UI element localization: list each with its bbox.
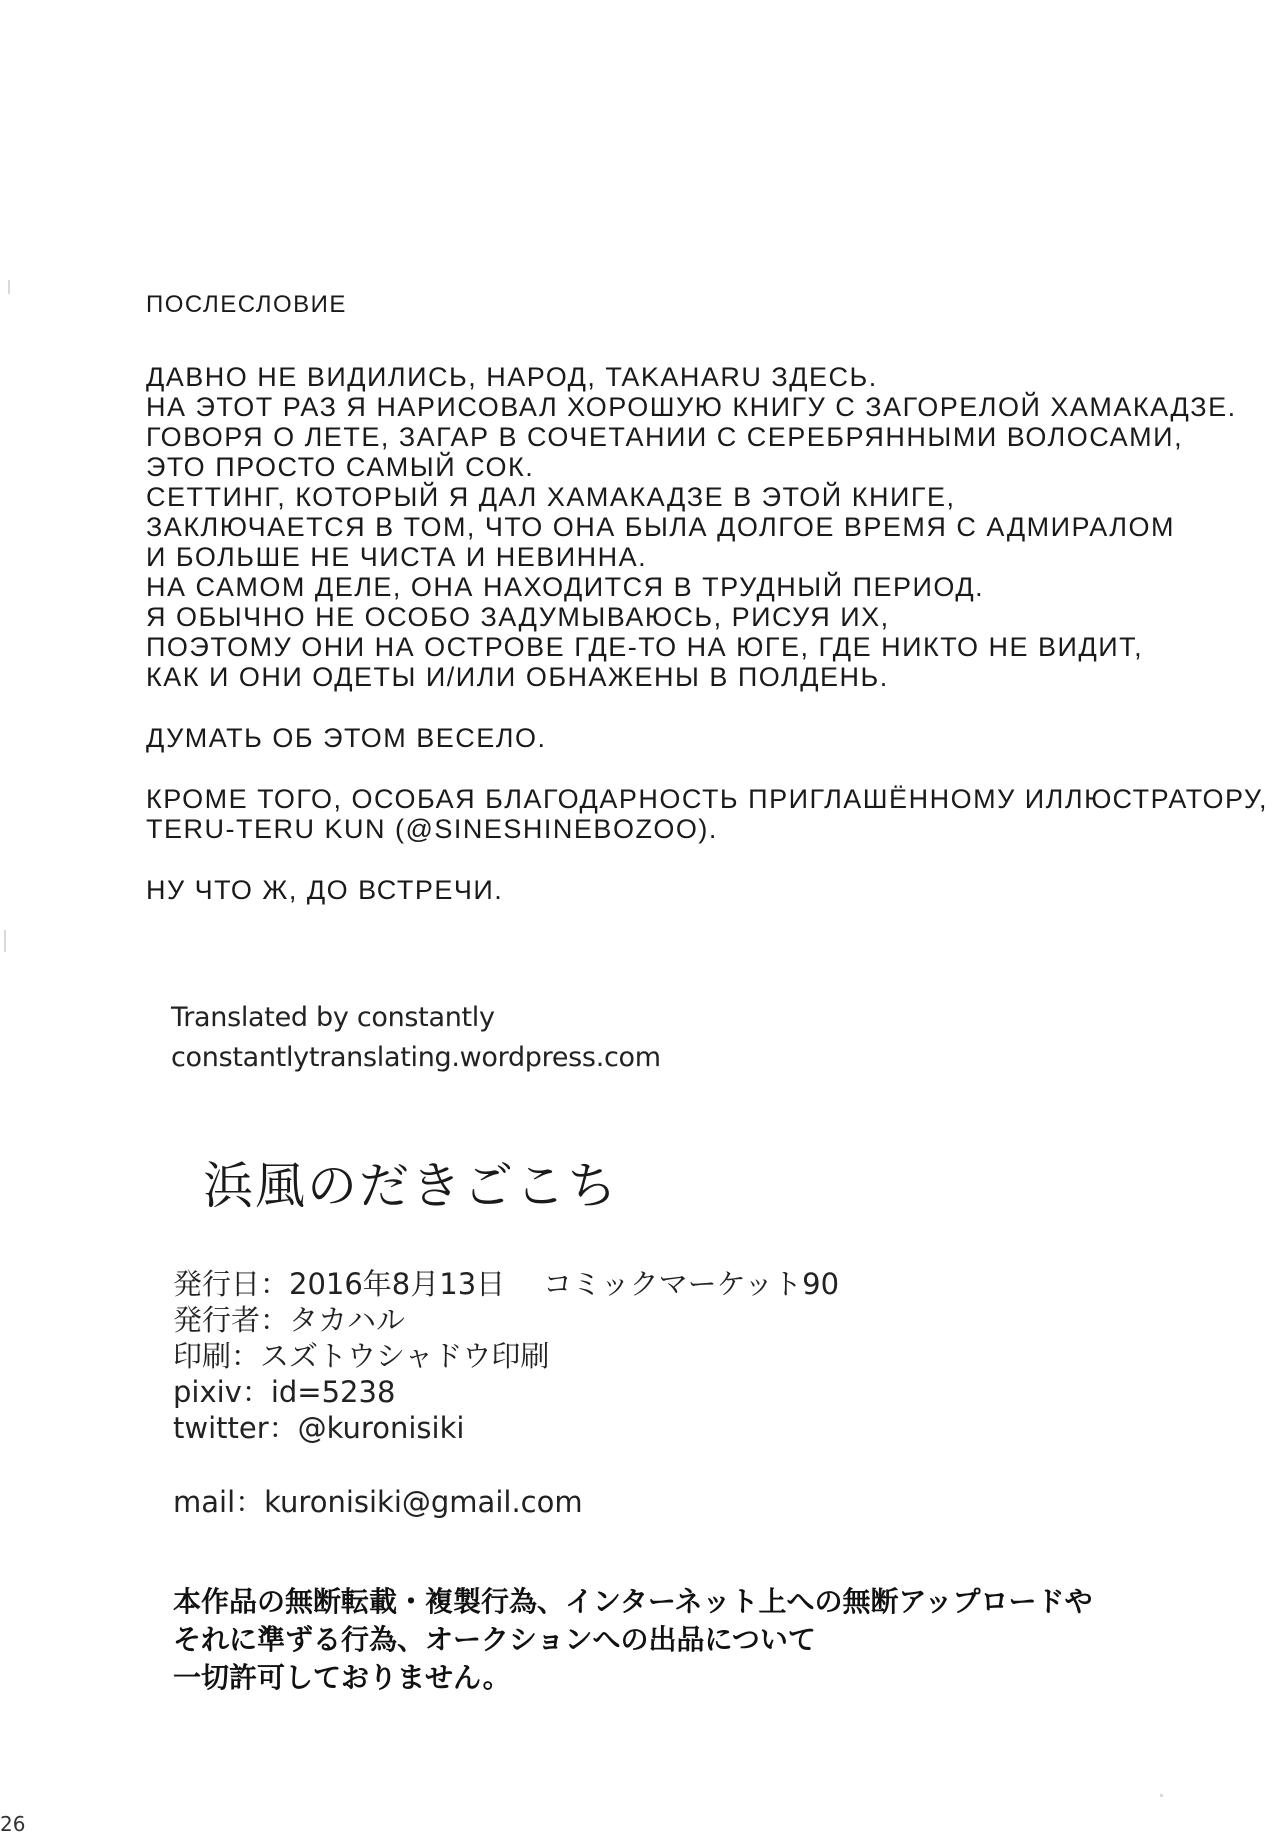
afterword-line: Я ОБЫЧНО НЕ ОСОБО ЗАДУМЫВАЮСЬ, РИСУЯ ИХ,	[146, 602, 890, 632]
afterword-paragraph	[146, 875, 1256, 905]
afterword-line: ГОВОРЯ О ЛЕТЕ, ЗАГАР В СОЧЕТАНИИ С СЕРЕБРЯННЫМИ ВОЛОСАМИ,	[146, 422, 1184, 452]
translator-credit-name: Translated by constantly	[171, 1002, 495, 1033]
colophon-publisher: 発行者：タカハル	[173, 1303, 406, 1337]
afterword-paragraph	[146, 723, 1256, 753]
afterword-line: КРОМЕ ТОГО, ОСОБАЯ БЛАГОДАРНОСТЬ ПРИГЛАШЁННОМУ ИЛЛЮСТРАТОРУ,	[146, 784, 1268, 814]
afterword-line: НА САМОМ ДЕЛЕ, ОНА НАХОДИТСЯ В ТРУДНЫЙ ПЕРИОД.	[146, 572, 985, 602]
afterword-paragraph	[146, 784, 1268, 844]
afterword-line: ДАВНО НЕ ВИДИЛИСЬ, НАРОД, TAKAHARU ЗДЕСЬ.	[146, 362, 878, 392]
colophon-mail: mail：kuronisiki@gmail.com	[173, 1485, 583, 1519]
afterword-line: ДУМАТЬ ОБ ЭТОМ ВЕСЕЛО.	[146, 723, 547, 753]
scan-mark	[1160, 1794, 1163, 1797]
afterword-line: КАК И ОНИ ОДЕТЫ И/ИЛИ ОБНАЖЕНЫ В ПОЛДЕНЬ.	[146, 662, 889, 692]
book-title: 浜風のだきごこち	[203, 1157, 619, 1215]
colophon	[173, 1266, 839, 1520]
colophon-spacer	[173, 1446, 839, 1484]
page-number: 26	[0, 1812, 26, 1836]
afterword	[146, 290, 1268, 936]
afterword-line: ПОЭТОМУ ОНИ НА ОСТРОВЕ ГДЕ-ТО НА ЮГЕ, ГДЕ НИКТО НЕ ВИДИТ,	[146, 632, 1144, 662]
colophon-printer: 印刷：スズトウシャドウ印刷	[173, 1339, 550, 1373]
afterword-paragraph	[146, 362, 1256, 692]
colophon-pixiv: pixiv：id=5238	[173, 1375, 396, 1409]
afterword-line: НА ЭТОТ РАЗ Я НАРИСОВАЛ ХОРОШУЮ КНИГУ С ЗАГОРЕЛОЙ ХАМАКАДЗЕ.	[146, 392, 1237, 422]
translator-credit	[171, 998, 661, 1078]
scan-mark	[8, 280, 10, 294]
afterword-line: СЕТТИНГ, КОТОРЫЙ Я ДАЛ ХАМАКАДЗЕ В ЭТОЙ КНИГЕ,	[146, 482, 956, 512]
publication-date: 発行日：2016年8月13日	[173, 1267, 506, 1301]
afterword-line: ЭТО ПРОСТО САМЫЙ СОК.	[146, 452, 535, 482]
notice-line: 一切許可しておりません。	[173, 1661, 511, 1694]
translator-credit-url: constantlytranslating.wordpress.com	[171, 1042, 661, 1073]
notice-line: 本作品の無断転載・複製行為、インターネット上への無断アップロードや	[173, 1585, 1093, 1618]
event-name: コミックマーケット90	[543, 1267, 840, 1301]
scan-mark	[4, 930, 6, 952]
notice-line: それに準ずる行為、オークションへの出品について	[173, 1623, 816, 1656]
afterword-heading: ПОСЛЕСЛОВИЕ	[146, 291, 347, 318]
copyright-notice	[173, 1583, 1093, 1697]
colophon-twitter: twitter：@kuronisiki	[173, 1411, 465, 1445]
afterword-line: TERU-TERU KUN (@SINESHINEBOZOO).	[146, 814, 718, 844]
afterword-line: НУ ЧТО Ж, ДО ВСТРЕЧИ.	[146, 875, 504, 905]
afterword-line: ЗАКЛЮЧАЕТСЯ В ТОМ, ЧТО ОНА БЫЛА ДОЛГОЕ ВРЕМЯ С АДМИРАЛОМ	[146, 512, 1176, 542]
afterword-line: И БОЛЬШЕ НЕ ЧИСТА И НЕВИННА.	[146, 542, 648, 572]
colophon-date-row	[173, 1266, 839, 1302]
